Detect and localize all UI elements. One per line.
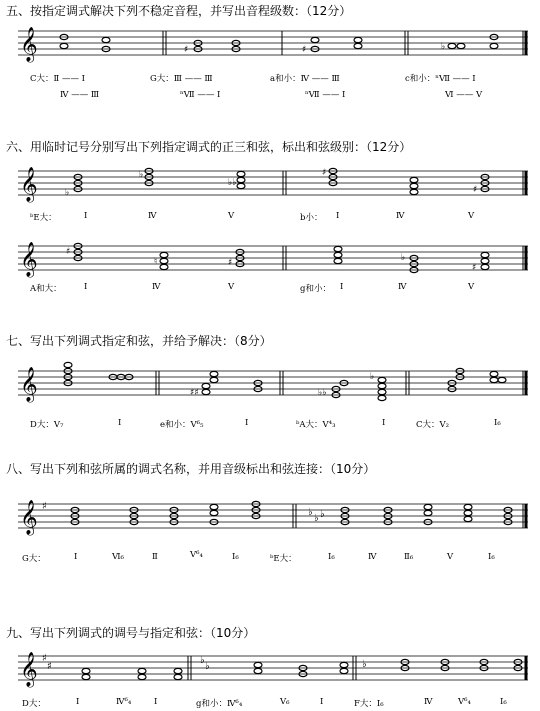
label: g和小：Ⅳ⁶₄ <box>196 699 243 709</box>
label: G大： <box>22 554 46 564</box>
label: ⁿⅦ —— Ⅰ <box>180 90 221 100</box>
svg-text:♯: ♯ <box>42 501 47 512</box>
svg-text:♭: ♭ <box>139 170 144 180</box>
label: Ⅴ <box>468 282 475 292</box>
svg-text:♯: ♯ <box>473 185 478 195</box>
svg-text:♭: ♭ <box>65 188 70 198</box>
label: Ⅳ <box>152 282 161 292</box>
label: Ⅰ₆ <box>232 552 239 562</box>
label: Ⅱ₆ <box>404 552 414 562</box>
treble-clef-icon: 𝄞 <box>20 652 38 687</box>
label: Ⅳ <box>396 211 405 221</box>
label: Ⅰ <box>382 418 386 428</box>
label: a和小：Ⅳ —— Ⅲ <box>270 74 340 84</box>
label: Ⅰ <box>340 282 344 292</box>
staff-section-8 <box>18 500 528 535</box>
label: Ⅰ <box>84 211 88 221</box>
svg-text:♯♯: ♯♯ <box>190 388 199 398</box>
label: Ⅳ⁶₄ <box>116 697 132 707</box>
label: Ⅴ⁶₄ <box>458 697 471 707</box>
label: D大： <box>22 699 46 709</box>
label: ᵇA大：Ⅴ⁴₃ <box>296 420 336 430</box>
label: Ⅰ <box>336 211 340 221</box>
staff-section-5 <box>18 27 528 62</box>
label: Ⅴ <box>228 211 235 221</box>
svg-text:♮: ♮ <box>154 257 158 267</box>
section-6-title: 六、用临时记号分别写出下列指定调式的正三和弦，标出和弦级别：（12分） <box>6 140 412 154</box>
label: Ⅵ₆ <box>112 552 124 562</box>
svg-text:♭♭: ♭♭ <box>228 178 237 188</box>
svg-text:♯: ♯ <box>228 258 233 268</box>
label: ᵇE大： <box>270 554 297 564</box>
svg-text:♯: ♯ <box>42 653 47 664</box>
label: Ⅳ <box>424 697 433 707</box>
label: Ⅳ —— Ⅲ <box>60 90 100 100</box>
svg-text:♯: ♯ <box>322 168 327 178</box>
section-7-title: 七、写出下列调式指定和弦，并给予解决：（8分） <box>6 334 272 348</box>
label: Ⅰ <box>245 418 249 428</box>
staff-section-6a <box>18 167 528 202</box>
label: Ⅳ <box>148 211 157 221</box>
label: Ⅰ <box>118 418 122 428</box>
staff-section-7 <box>18 367 528 402</box>
label: C大：Ⅱ —— Ⅰ <box>30 74 86 84</box>
staff-section-9 <box>18 652 528 687</box>
treble-clef-icon: 𝄞 <box>20 500 38 535</box>
svg-text:♯: ♯ <box>66 247 71 257</box>
label: Ⅴ <box>447 552 454 562</box>
label: Ⅴ⁶₄ <box>190 550 203 560</box>
label: D大：Ⅴ₇ <box>30 420 64 430</box>
label: e和小：Ⅴ⁶₅ <box>160 420 204 430</box>
treble-clef-icon: 𝄞 <box>20 167 38 202</box>
label: Ⅴ <box>228 282 235 292</box>
svg-text:♭: ♭ <box>308 507 313 518</box>
label: Ⅱ <box>152 552 158 562</box>
svg-text:♭: ♭ <box>200 655 205 666</box>
label: Ⅰ₆ <box>328 552 335 562</box>
label: Ⅰ₆ <box>500 697 507 707</box>
label: g和小： <box>300 284 331 294</box>
label: C大：Ⅴ₂ <box>416 420 450 430</box>
label: G大：Ⅲ —— Ⅲ <box>150 74 213 84</box>
label: F大：Ⅰ₆ <box>354 699 384 709</box>
treble-clef-icon: 𝄞 <box>20 242 38 277</box>
label: Ⅰ <box>76 697 80 707</box>
label: Ⅵ —— Ⅴ <box>445 90 483 100</box>
label: b小： <box>300 213 323 223</box>
svg-text:♭: ♭ <box>401 253 406 263</box>
label: c和小：ⁿⅦ —— Ⅰ <box>405 74 476 84</box>
label: Ⅰ₆ <box>494 418 501 428</box>
svg-text:♭: ♭ <box>320 509 325 520</box>
label: Ⅰ <box>320 697 324 707</box>
svg-text:♭: ♭ <box>370 372 375 382</box>
section-9-title: 九、写出下列调式的调号与指定和弦：（10分） <box>6 626 256 640</box>
svg-text:♭♭: ♭♭ <box>318 388 327 398</box>
label: ⁿⅦ —— Ⅰ <box>305 90 346 100</box>
label: Ⅴ₆ <box>280 697 290 707</box>
svg-text:♯: ♯ <box>302 45 307 55</box>
svg-text:♭: ♭ <box>441 42 446 52</box>
staff-section-6b <box>18 242 528 277</box>
svg-text:♯: ♯ <box>184 45 189 55</box>
svg-text:♯: ♯ <box>47 661 52 672</box>
treble-clef-icon: 𝄞 <box>20 367 38 402</box>
label: Ⅰ <box>154 697 158 707</box>
label: Ⅴ <box>468 211 475 221</box>
svg-text:♭: ♭ <box>314 513 319 524</box>
label: A和大： <box>30 284 62 294</box>
treble-clef-icon: 𝄞 <box>20 27 38 62</box>
label: Ⅰ <box>74 552 78 562</box>
section-8-title: 八、写出下列和弦所属的调式名称，并用音级标出和弦连接：（10分） <box>6 462 376 476</box>
svg-text:♭: ♭ <box>205 661 210 672</box>
label: Ⅰ <box>84 282 88 292</box>
svg-text:♯: ♯ <box>472 263 477 273</box>
svg-text:♭: ♭ <box>362 659 367 670</box>
label: Ⅰ₆ <box>488 552 495 562</box>
section-5-title: 五、按指定调式解决下列不稳定音程，并写出音程级数：（12分） <box>6 4 352 18</box>
label: ᵇE大： <box>30 213 57 223</box>
label: Ⅳ <box>368 552 377 562</box>
label: Ⅳ <box>398 282 407 292</box>
